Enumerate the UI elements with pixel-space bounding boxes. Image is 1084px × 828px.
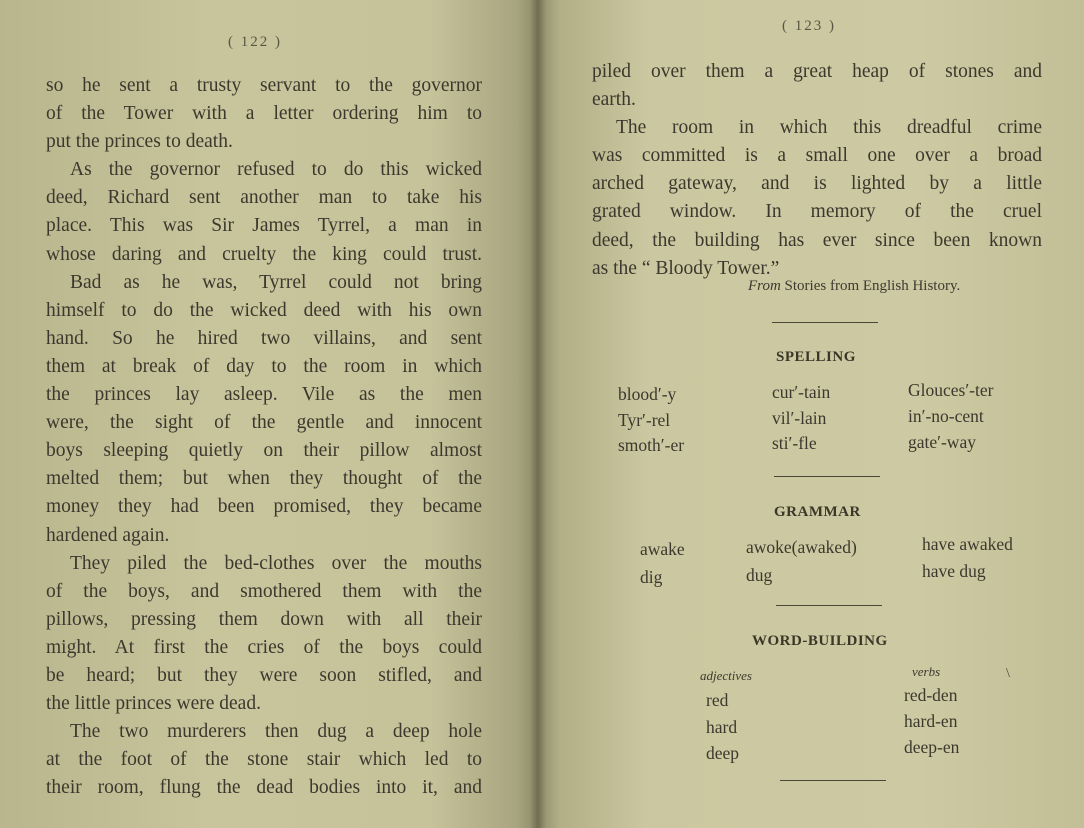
grammar-word: awake [640, 539, 685, 559]
spelling-heading: SPELLING [776, 349, 856, 365]
text-line: at the foot of the stone stair which led to [46, 749, 482, 771]
word-building-heading: WORD-BUILDING [752, 633, 888, 649]
text-line: The room in which this dreadful crime [616, 117, 1042, 139]
book-gutter [530, 0, 546, 828]
grammar-word: awoke(awaked) [746, 537, 857, 557]
page-number: ( 123 ) [782, 18, 836, 34]
grammar-heading: GRAMMAR [774, 504, 861, 520]
spelling-word: in′-no-cent [908, 406, 984, 426]
text-line: the little princes were dead. [46, 693, 261, 715]
text-line: whose daring and cruelty the king could trust. [46, 243, 482, 265]
text-line: was committed is a small one over a broad [592, 145, 1042, 167]
attribution-from: From [748, 278, 781, 294]
word-building-word: deep [706, 743, 740, 763]
verbs-column-header: verbs [912, 664, 941, 679]
grammar-word: dig [640, 567, 663, 587]
text-line: might. At first the cries of the boys could [46, 636, 482, 658]
word-building-word: hard-en [904, 711, 958, 731]
left-page [0, 0, 538, 828]
divider-rule [772, 322, 878, 323]
text-line: deed, the building has ever since been known [592, 229, 1042, 251]
word-building-word: hard [706, 717, 738, 737]
text-line: place. This was Sir James Tyrrel, a man in [46, 215, 482, 237]
divider-rule [774, 476, 880, 477]
stray-mark: \ [1006, 666, 1010, 681]
text-line: grated window. In memory of the cruel [592, 201, 1042, 223]
text-line: The two murderers then dug a deep hole [70, 721, 482, 743]
divider-rule [776, 605, 882, 606]
word-building-word: deep-en [904, 737, 960, 757]
text-line: deed, Richard sent another man to take his [46, 187, 482, 209]
spelling-word: blood′-y [618, 384, 677, 404]
text-line: put the princes to death. [46, 131, 233, 153]
spelling-word: sti′-fle [772, 433, 817, 453]
text-line: of the boys, and smothered them with the [46, 580, 482, 602]
word-building-word: red [706, 690, 729, 710]
text-line: so he sent a trusty servant to the governor [46, 75, 482, 96]
spelling-word: cur′-tain [772, 382, 831, 402]
spelling-word: smoth′-er [618, 435, 685, 455]
source-attribution [748, 278, 960, 295]
left-page-text [46, 72, 482, 802]
text-line: They piled the bed-clothes over the mouths [70, 552, 482, 574]
text-line: pillows, pressing them down with all their [46, 608, 482, 630]
text-line: as the “ Bloody Tower.” [592, 257, 780, 279]
text-line: money they had been promised, they became [46, 496, 482, 518]
text-line: were, the sight of the gentle and innocent [46, 412, 482, 434]
text-line: the princes lay asleep. Vile as the men [46, 384, 482, 406]
word-building-word: red-den [904, 685, 958, 705]
text-line: them at break of day to the room in which [46, 355, 482, 377]
text-line: of the Tower with a letter ordering him to [46, 103, 482, 125]
text-line: As the governor refused to do this wicked [70, 159, 482, 181]
right-page-text [592, 58, 1042, 283]
attribution-source: Stories from English History. [784, 278, 961, 294]
text-line: melted them; but when they thought of the [46, 468, 482, 490]
text-line: their room, flung the dead bodies into it, and [46, 777, 482, 799]
page-number: ( 122 ) [228, 34, 282, 50]
text-line: himself to do the wicked deed with his own [46, 299, 482, 321]
adjectives-column-header: adjectives [700, 668, 752, 683]
spelling-word: gate′-way [908, 432, 976, 452]
text-line: Bad as he was, Tyrrel could not bring [70, 271, 482, 293]
text-line: boys sleeping quietly on their pillow almost [46, 440, 482, 462]
grammar-word: dug [746, 565, 773, 585]
spelling-word: vil′-lain [772, 408, 827, 428]
text-line: arched gateway, and is lighted by a little [592, 173, 1042, 195]
grammar-word: have dug [922, 561, 986, 581]
divider-rule [780, 780, 886, 781]
text-line: hand. So he hired two villains, and sent [46, 327, 482, 349]
text-line: piled over them a great heap of stones and [592, 61, 1042, 82]
text-line: hardened again. [46, 524, 170, 546]
grammar-word: have awaked [922, 534, 1013, 554]
text-line: be heard; but they were soon stifled, and [46, 664, 482, 686]
text-line: earth. [592, 89, 636, 111]
spelling-word: Tyr′-rel [618, 410, 671, 430]
spelling-word: Glouces′-ter [908, 380, 994, 400]
